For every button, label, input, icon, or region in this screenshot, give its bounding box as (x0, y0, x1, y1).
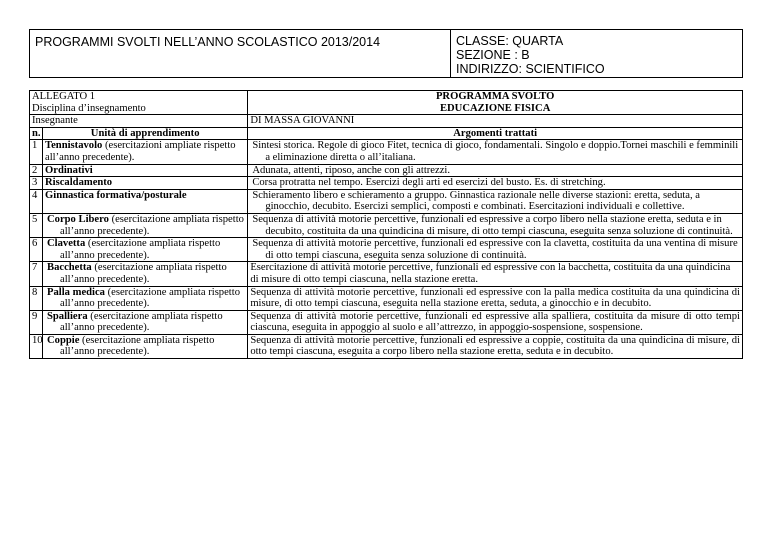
unita-cell (43, 334, 248, 358)
meta-right-cell (248, 91, 743, 115)
row-number: 10 (30, 334, 43, 358)
table-row (30, 286, 743, 310)
programma-title: PROGRAMMA SVOLTO (435, 91, 555, 102)
unita-title: Coppie (47, 334, 80, 346)
indirizzo-label: INDIRIZZO: SCIENTIFICO (456, 62, 605, 76)
row-number: 2 (30, 164, 43, 177)
table-row (30, 140, 743, 164)
col-header-unita: Unità di apprendimento (43, 127, 248, 140)
argomenti-text: Sequenza di attività motorie percettive, funzionali ed espressive con la clavetta, costituita da una ventina di misure di otto tempi ciascuna, eseguita senza soluzione di continuità. (252, 238, 738, 261)
unita-note: (esercitazione ampliata rispetto all’anno precedente). (60, 238, 221, 261)
unita-note: (esercitazione ampliata rispetto all’anno precedente). (60, 262, 227, 285)
allegato-label: ALLEGATO 1 (32, 91, 96, 102)
unita-title: Riscaldamento (45, 177, 113, 189)
argomenti-text: Sequenza di attività motorie percettive, funzionali ed espressive a coppie, costituita da una quindicina di misure, di otto tempi ciascuna, eseguita a corpo libero nella stazione eretta, seduta e in decubito. (250, 334, 740, 358)
col-header-argomenti: Argomenti trattati (248, 127, 743, 140)
table-row (30, 334, 743, 358)
row-number: 1 (30, 140, 43, 164)
argomenti-text: Esercitazione di attività motorie percettive, funzionali ed espressive con la bacchetta, costituita da una quindicina di misure di otto tempi ciascuna, nella stazione eretta. (250, 262, 731, 285)
document-header (29, 29, 743, 78)
row-number: 4 (30, 189, 43, 213)
insegnante-value-cell (248, 115, 743, 128)
argomenti-cell (248, 238, 743, 262)
unita-title: Ginnastica formativa/posturale (45, 189, 187, 201)
disciplina-label: Disciplina d’insegnamento (32, 102, 146, 114)
insegnante-label: Insegnante (32, 115, 78, 127)
table-row (30, 262, 743, 286)
header-right-cell (451, 30, 742, 77)
disciplina-value: EDUCAZIONE FISICA (439, 102, 551, 114)
table-row (30, 189, 743, 213)
insegnante-row (30, 115, 743, 128)
insegnante-label-cell (30, 115, 248, 128)
unita-cell (43, 286, 248, 310)
unita-title: Corpo Libero (47, 213, 109, 225)
argomenti-cell (248, 262, 743, 286)
programma-table (29, 90, 743, 359)
school-year-title: PROGRAMMI SVOLTI NELL’ANNO SCOLASTICO 2013/2014 (35, 35, 381, 49)
argomenti-text: Sintesi storica. Regole di gioco Fitet, tecnica di gioco, fondamentali. Singolo e doppio.Tornei maschili e femminili a eliminazione diretta o all’italiana. (252, 140, 739, 163)
meta-left-cell (30, 91, 248, 115)
row-number: 8 (30, 286, 43, 310)
row-number: 5 (30, 213, 43, 237)
sezione-label: SEZIONE : B (456, 48, 530, 62)
row-number: 6 (30, 238, 43, 262)
col-header-n: n. (30, 127, 43, 140)
allegato-row (30, 91, 743, 115)
unita-title: Palla medica (47, 286, 105, 298)
argomenti-text: Adunata, attenti, riposo, anche con gli attrezzi. (252, 164, 450, 176)
unita-cell (43, 238, 248, 262)
argomenti-text: Sequenza di attività motorie percettive, funzionali ed espressive con la palla medica costituita da una quindicina di misure, di otto tempi ciascuna, eseguita nella stazione eretta, seduta, a ginocchio e in decubito. (250, 286, 740, 310)
row-number: 9 (30, 310, 43, 334)
row-number: 7 (30, 262, 43, 286)
argomenti-cell (248, 164, 743, 177)
unita-cell (43, 189, 248, 213)
table-row (30, 164, 743, 177)
unita-cell (43, 164, 248, 177)
argomenti-cell (248, 334, 743, 358)
row-number: 3 (30, 177, 43, 190)
unita-note: (esercitazioni ampliate rispetto all’anno precedente). (45, 140, 236, 163)
unita-cell (43, 262, 248, 286)
table-row (30, 177, 743, 190)
header-left-cell (30, 30, 451, 77)
unita-cell (43, 140, 248, 164)
unita-title: Spalliera (47, 310, 88, 322)
unita-title: Tennistavolo (45, 140, 103, 152)
argomenti-cell (248, 177, 743, 190)
unita-title: Ordinativi (45, 164, 93, 176)
unita-note: (esercitazione ampliata rispetto all’anno precedente). (60, 310, 223, 334)
argomenti-cell (248, 189, 743, 213)
unita-cell (43, 213, 248, 237)
argomenti-text: Schieramento libero e schieramento a gruppo. Ginnastica razionale nelle diverse stazioni: eretta, seduta, a ginocchio, decubito. Esercizi semplici, composti e combinati. Esercitazioni individuali e collettive. (252, 189, 701, 213)
argomenti-cell (248, 310, 743, 334)
table-row (30, 213, 743, 237)
argomenti-cell (248, 213, 743, 237)
unita-note: (esercitazione ampliata rispetto all’anno precedente). (60, 286, 240, 310)
unita-title: Clavetta (47, 238, 86, 250)
unita-note: (esercitazione ampliata rispetto all’anno precedente). (60, 213, 244, 237)
argomenti-cell (248, 286, 743, 310)
classe-label: CLASSE: QUARTA (456, 34, 564, 48)
argomenti-cell (248, 140, 743, 164)
argomenti-text: Sequenza di attività motorie percettive, funzionali ed espressive alla spalliera, costituita da misure di otto tempi ciascuna, eseguita in appoggio al suolo e all’attrezzo, in appoggio-sospensione, sospensione. (250, 310, 740, 334)
insegnante-value: DI MASSA GIOVANNI (250, 115, 355, 127)
unita-title: Bacchetta (47, 262, 92, 274)
argomenti-text: Sequenza di attività motorie percettive, funzionali ed espressive a corpo libero nella stazione eretta, seduta e in decubito, costituita da una quindicina di misure, di otto tempi ciascuna, eseguita senza soluzione di continuità. (252, 213, 733, 237)
unita-cell (43, 177, 248, 190)
table-row (30, 238, 743, 262)
unita-note: (esercitazione ampliata rispetto all’anno precedente). (60, 334, 215, 358)
column-header-row (30, 127, 743, 140)
table-row (30, 310, 743, 334)
unita-cell (43, 310, 248, 334)
argomenti-text: Corsa protratta nel tempo. Esercizi degli arti ed esercizi del busto. Es. di stretching. (252, 177, 606, 189)
